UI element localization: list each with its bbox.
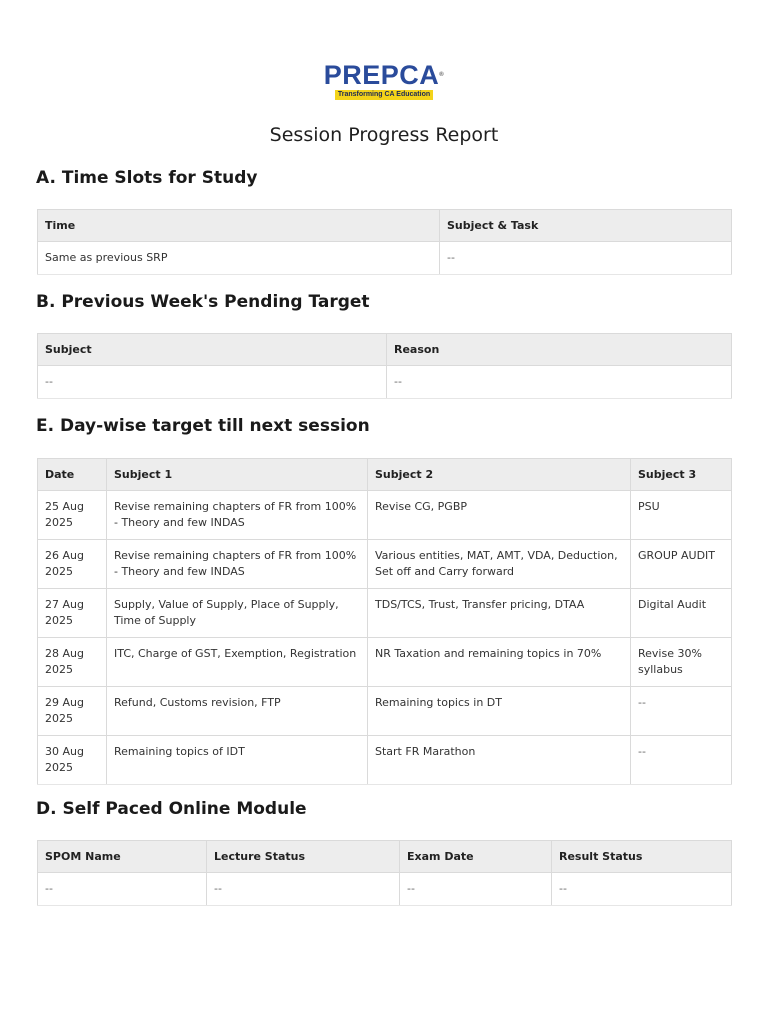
section-a-title: A. Time Slots for Study [36, 168, 258, 188]
table-row [38, 242, 732, 275]
table-row [38, 873, 732, 906]
prepca-logo [0, 62, 768, 100]
report-title: Session Progress Report [269, 124, 499, 146]
table-row [38, 687, 732, 736]
table-cell: Supply, Value of Supply, Place of Supply, Time of Supply [107, 589, 368, 638]
table-cell: TDS/TCS, Trust, Transfer pricing, DTAA [368, 589, 631, 638]
table-row [38, 638, 732, 687]
logo-tagline: Transforming CA Education [335, 90, 433, 100]
logo-wordmark: PREPCA® [323, 60, 445, 90]
table-cell: Revise 30% syllabus [631, 638, 732, 687]
pending-target-table [37, 333, 732, 399]
table-cell: Start FR Marathon [368, 736, 631, 785]
table-cell: -- [207, 873, 400, 906]
date-cell: 29 Aug 2025 [38, 687, 107, 736]
table-row [38, 589, 732, 638]
table-cell: Revise CG, PGBP [368, 491, 631, 540]
date-cell: 27 Aug 2025 [38, 589, 107, 638]
column-header: Lecture Status [207, 841, 400, 873]
column-header: Subject 1 [107, 459, 368, 491]
column-header: Reason [387, 334, 732, 366]
column-header: Result Status [552, 841, 732, 873]
day-wise-target-table [37, 458, 732, 785]
table-cell: Same as previous SRP [38, 242, 440, 275]
table-cell: Digital Audit [631, 589, 732, 638]
section-b-title: B. Previous Week's Pending Target [36, 292, 370, 312]
table-row [38, 540, 732, 589]
table-row [38, 491, 732, 540]
date-cell: 25 Aug 2025 [38, 491, 107, 540]
time-slots-table [37, 209, 732, 275]
column-header: Subject 3 [631, 459, 732, 491]
table-cell: -- [440, 242, 732, 275]
table-header-row [38, 334, 732, 366]
table-cell: Remaining topics in DT [368, 687, 631, 736]
table-cell: -- [400, 873, 552, 906]
table-cell: -- [387, 366, 732, 399]
table-header-row [38, 210, 732, 242]
table-cell: -- [38, 873, 207, 906]
table-header-row [38, 459, 732, 491]
date-cell: 26 Aug 2025 [38, 540, 107, 589]
table-cell: -- [552, 873, 732, 906]
table-cell: Refund, Customs revision, FTP [107, 687, 368, 736]
table-cell: -- [38, 366, 387, 399]
table-row [38, 736, 732, 785]
table-cell: Remaining topics of IDT [107, 736, 368, 785]
table-cell: Various entities, MAT, AMT, VDA, Deduction, Set off and Carry forward [368, 540, 631, 589]
column-header: Subject & Task [440, 210, 732, 242]
table-cell: NR Taxation and remaining topics in 70% [368, 638, 631, 687]
column-header: SPOM Name [38, 841, 207, 873]
table-cell: GROUP AUDIT [631, 540, 732, 589]
section-e-title: E. Day-wise target till next session [36, 416, 370, 436]
spom-table [37, 840, 732, 906]
table-header-row [38, 841, 732, 873]
date-cell: 30 Aug 2025 [38, 736, 107, 785]
table-cell: Revise remaining chapters of FR from 100% - Theory and few INDAS [107, 491, 368, 540]
table-cell: -- [631, 736, 732, 785]
date-cell: 28 Aug 2025 [38, 638, 107, 687]
table-cell: PSU [631, 491, 732, 540]
table-cell: -- [631, 687, 732, 736]
column-header: Date [38, 459, 107, 491]
column-header: Subject [38, 334, 387, 366]
column-header: Time [38, 210, 440, 242]
column-header: Subject 2 [368, 459, 631, 491]
section-d-title: D. Self Paced Online Module [36, 799, 307, 819]
table-row [38, 366, 732, 399]
table-cell: Revise remaining chapters of FR from 100% - Theory and few INDAS [107, 540, 368, 589]
table-cell: ITC, Charge of GST, Exemption, Registration [107, 638, 368, 687]
column-header: Exam Date [400, 841, 552, 873]
